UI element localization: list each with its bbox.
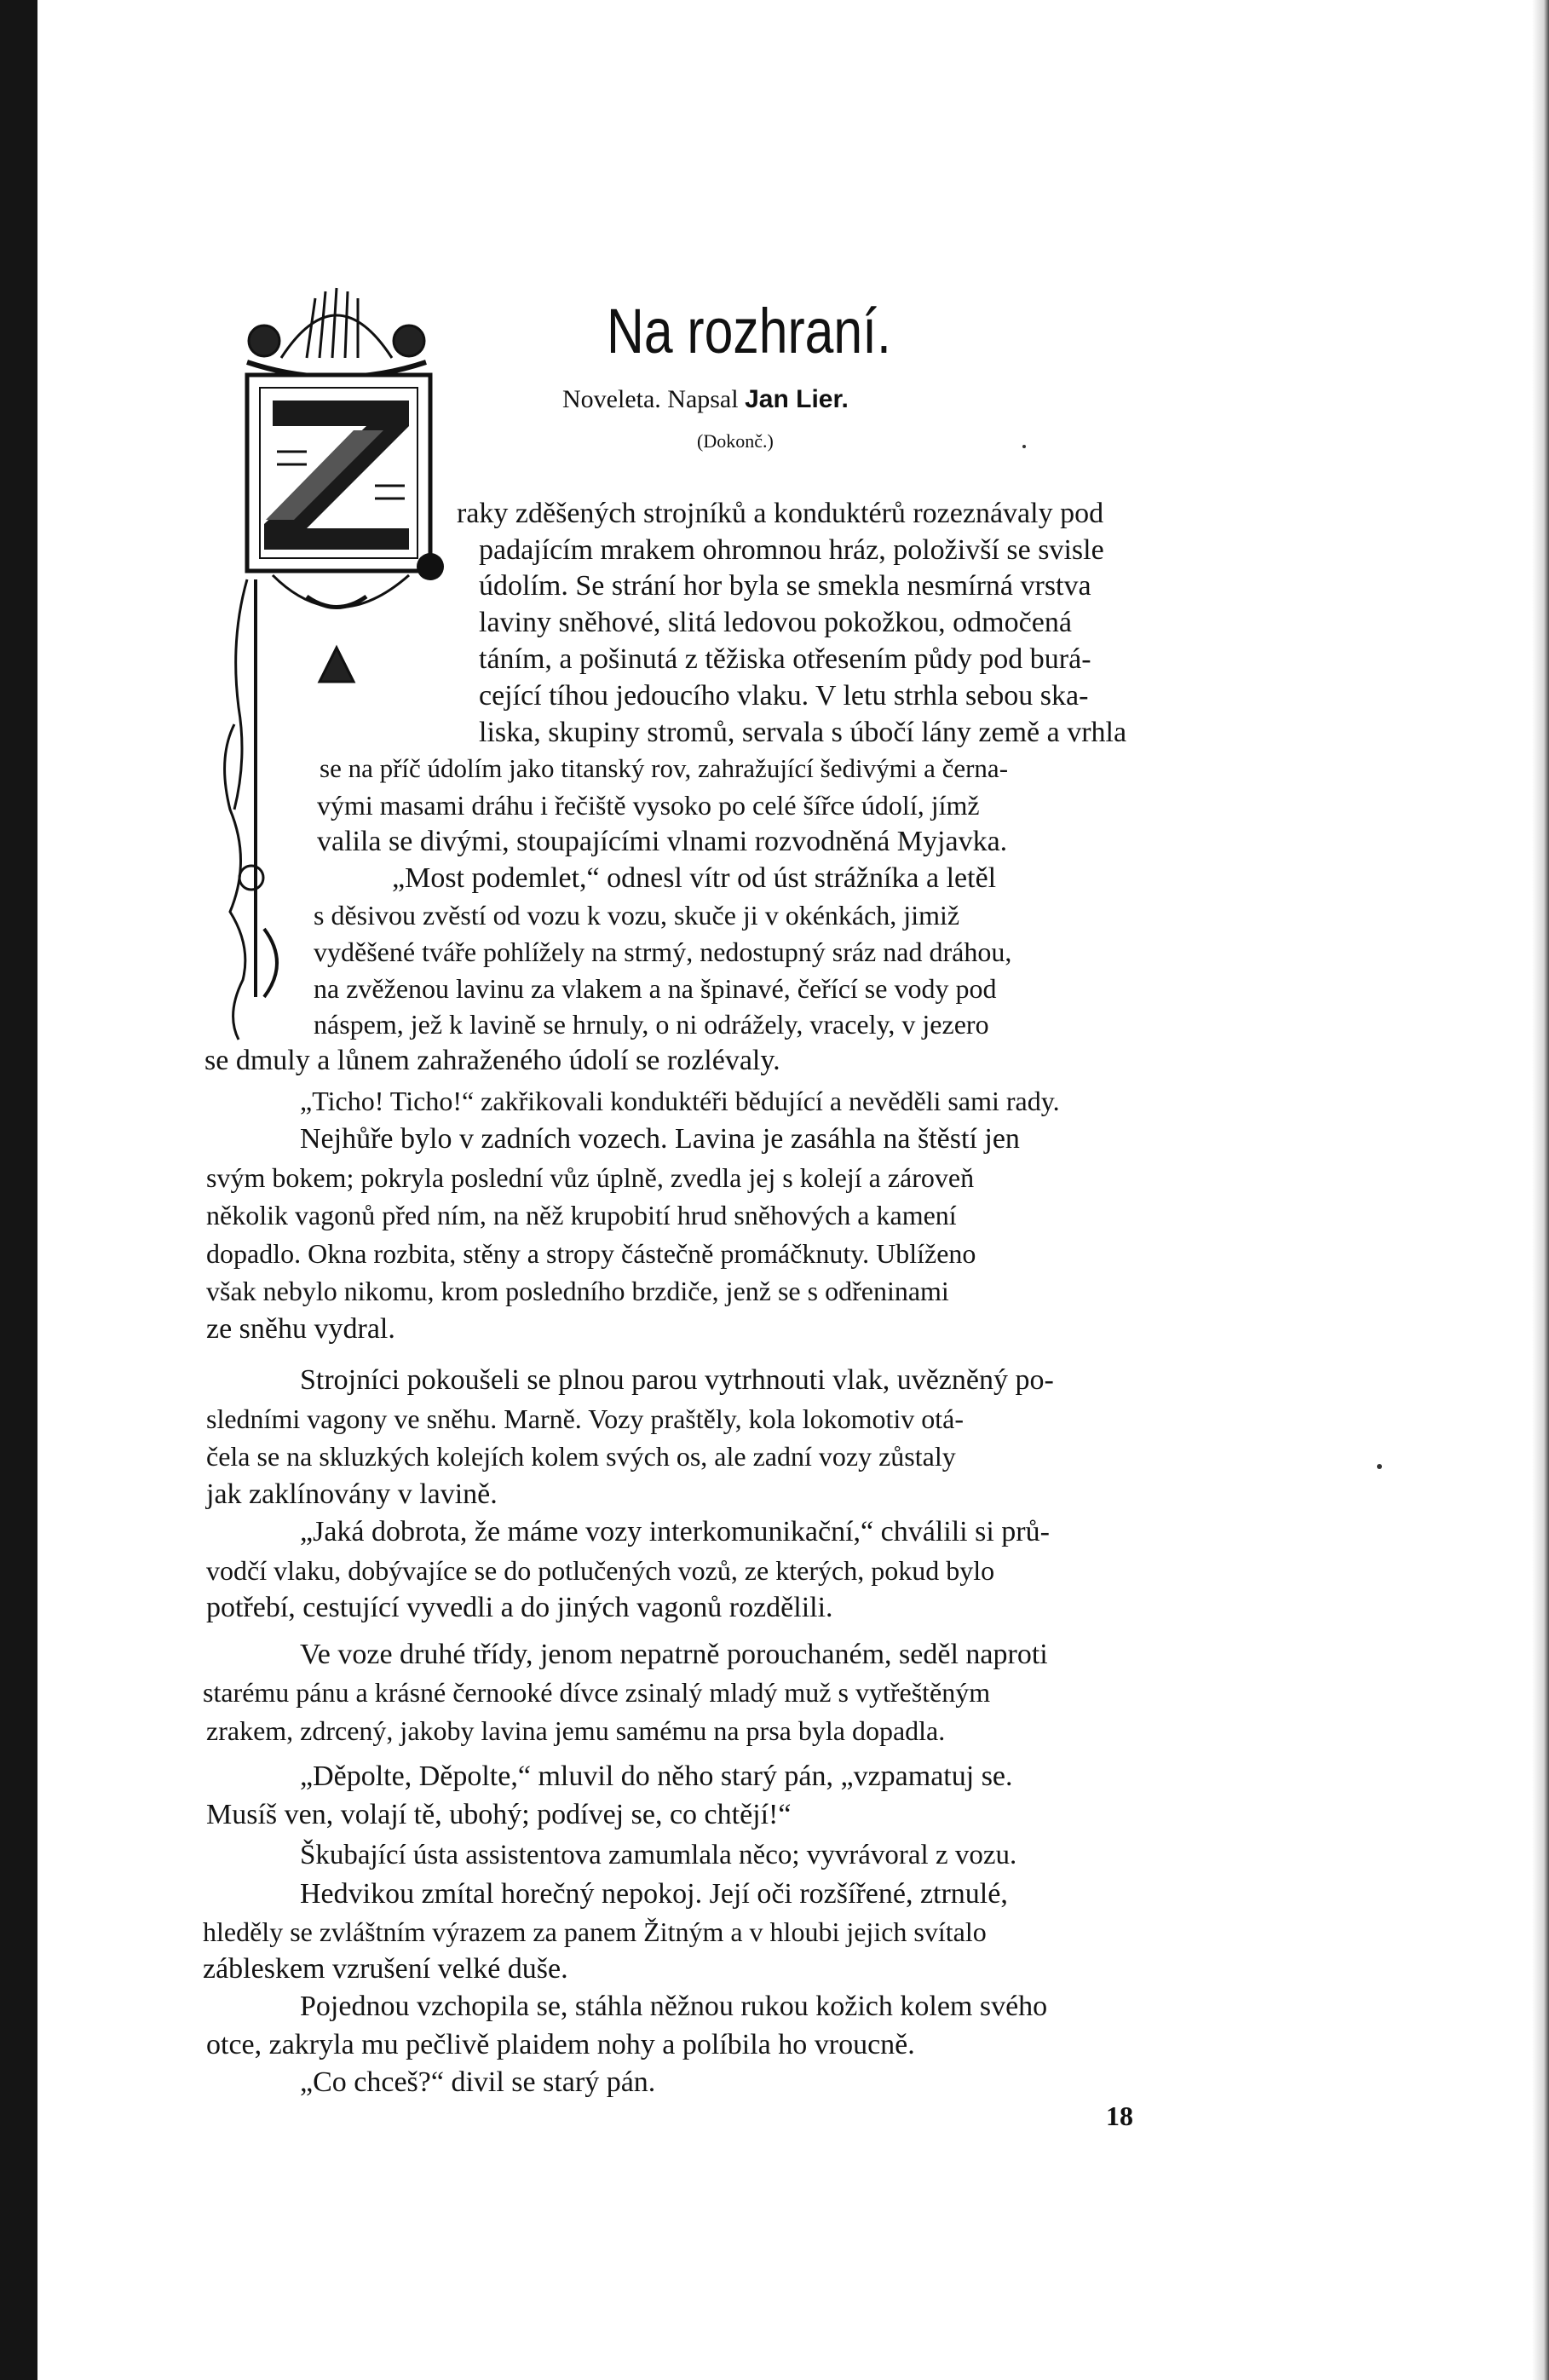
text-line: „Co chceš?“ divil se starý pán. <box>300 2066 656 2098</box>
letter-z-block <box>247 375 444 580</box>
text-line: několik vagonů před ním, na něž krupobití hrud sněhových a kamení <box>206 1200 957 1230</box>
text-line: čela se na skluzkých kolejích kolem svých os, ale zadní vozy zůstaly <box>206 1441 956 1472</box>
text-line: laviny sněhové, slitá ledovou pokožkou, odmočená <box>479 607 1072 638</box>
text-line: potřebí, cestující vyvedli a do jiných vagonů rozdělili. <box>206 1592 833 1623</box>
article-title: Na rozhraní. <box>607 296 891 366</box>
text-line: Škubající ústa assistentova zamumlala něco; vyvrávoral z vozu. <box>300 1840 1017 1870</box>
text-line: vodčí vlaku, dobývajíce se do potlučených vozů, ze kterých, pokud bylo <box>206 1555 995 1586</box>
page-edge-shadow <box>1532 0 1549 2380</box>
text-line: s děsivou zvěstí od vozu k vozu, skuče ji v okénkách, jimiž <box>314 900 960 931</box>
text-line: ze sněhu vydral. <box>206 1313 395 1345</box>
text-line: sledními vagony ve sněhu. Marně. Vozy praštěly, kola lokomotiv otá- <box>206 1403 965 1434</box>
byline <box>562 385 849 414</box>
text-line: na zvěženou lavinu za vlakem a na špinavé, čeřící se vody pod <box>314 973 997 1004</box>
specks <box>1022 445 1026 448</box>
text-line: Musíš ven, volají tě, ubohý; podívej se, co chtějí!“ <box>206 1799 792 1830</box>
text-line: „Most podemlet,“ odnesl vítr od úst strážníka a letěl <box>392 862 997 894</box>
text-line: jak zaklínovány v lavině. <box>206 1478 498 1510</box>
byline-prefix: Noveleta. Napsal <box>562 385 746 413</box>
text-line: Ve voze druhé třídy, jenom nepatrně porouchaném, seděl naproti <box>300 1639 1048 1670</box>
text-line: padajícím mrakem ohromnou hráz, položivší se svisle <box>479 534 1104 566</box>
text-line: vyděšené tváře pohlížely na strmý, nedostupný sráz nad dráhou, <box>314 936 1012 967</box>
book-binding-shadow <box>0 0 37 2380</box>
text-line: svým bokem; pokryla poslední vůz úplně, zvedla jej s kolejí a zároveň <box>206 1162 975 1193</box>
continuation-note: (Dokonč.) <box>697 430 774 452</box>
text-line: „Ticho! Ticho!“ zakřikovali konduktéři bědující a nevěděli sami rady. <box>300 1086 1060 1116</box>
shell-ornament-icon <box>247 288 426 377</box>
text-line: starému pánu a krásné černooké dívce zsinalý mladý muž s vytřeštěným <box>203 1677 991 1708</box>
text-line: „Děpolte, Děpolte,“ mluvil do něho starý pán, „vzpamatuj se. <box>300 1761 1013 1792</box>
text-line: se dmuly a lůnem zahraženého údolí se rozlévaly. <box>204 1045 780 1076</box>
decorative-initial-z <box>213 281 460 1048</box>
text-line: zábleskem vzrušení velké duše. <box>203 1953 568 1985</box>
text-line: Nejhůře bylo v zadních vozech. Lavina je zasáhla na štěstí jen <box>300 1123 1020 1155</box>
text-line: zrakem, zdrcený, jakoby lavina jemu samému na prsa byla dopadla. <box>206 1715 946 1746</box>
text-line: údolím. Se strání hor byla se smekla nesmírná vrstva <box>479 570 1091 602</box>
text-line: otce, zakryla mu pečlivě plaidem nohy a políbila ho vroucně. <box>206 2029 915 2060</box>
text-line: raky zděšených strojníků a konduktérů rozeznávaly pod <box>457 498 1104 529</box>
byline-author: Jan Lier. <box>745 385 849 413</box>
text-line: vými masami dráhu i řečiště vysoko po celé šířce údolí, jímž <box>317 790 980 821</box>
text-line: náspem, jež k lavině se hrnuly, o ni odrážely, vracely, v jezero <box>314 1009 989 1040</box>
text-line: Strojníci pokoušeli se plnou parou vytrhnouti vlak, uvězněný po- <box>300 1364 1054 1396</box>
page-number: 18 <box>1106 2101 1133 2131</box>
text-line: Hedvikou zmítal horečný nepokoj. Její oči rozšířené, ztrnulé, <box>300 1878 1008 1910</box>
text-line: Pojednou vzchopila se, stáhla něžnou rukou kožich kolem svého <box>300 1991 1048 2022</box>
text-line: táním, a pošinutá z těžiska otřesením půdy pod burá- <box>479 643 1091 675</box>
text-line: valila se divými, stoupajícími vlnami rozvodněná Myjavka. <box>317 826 1008 857</box>
text-line: se na příč údolím jako titanský rov, zahražující šedivými a černa- <box>320 753 1009 783</box>
text-line: cející tíhou jedoucího vlaku. V letu strhla sebou ska- <box>479 680 1089 712</box>
text-line: dopadlo. Okna rozbita, stěny a stropy částečně promáčknuty. Ublíženo <box>206 1238 976 1269</box>
text-line: liska, skupiny stromů, servala s úbočí lány země a vrhla <box>479 717 1127 748</box>
text-line: hleděly se zvláštním výrazem za panem Žitným a v hloubi jejich svítalo <box>203 1916 987 1947</box>
text-line: „Jaká dobrota, že máme vozy interkomunikační,“ chválili si prů- <box>300 1516 1050 1547</box>
text-line: však nebylo nikomu, krom posledního brzdiče, jenž se s odřeninami <box>206 1276 949 1306</box>
specks <box>1377 1464 1382 1469</box>
